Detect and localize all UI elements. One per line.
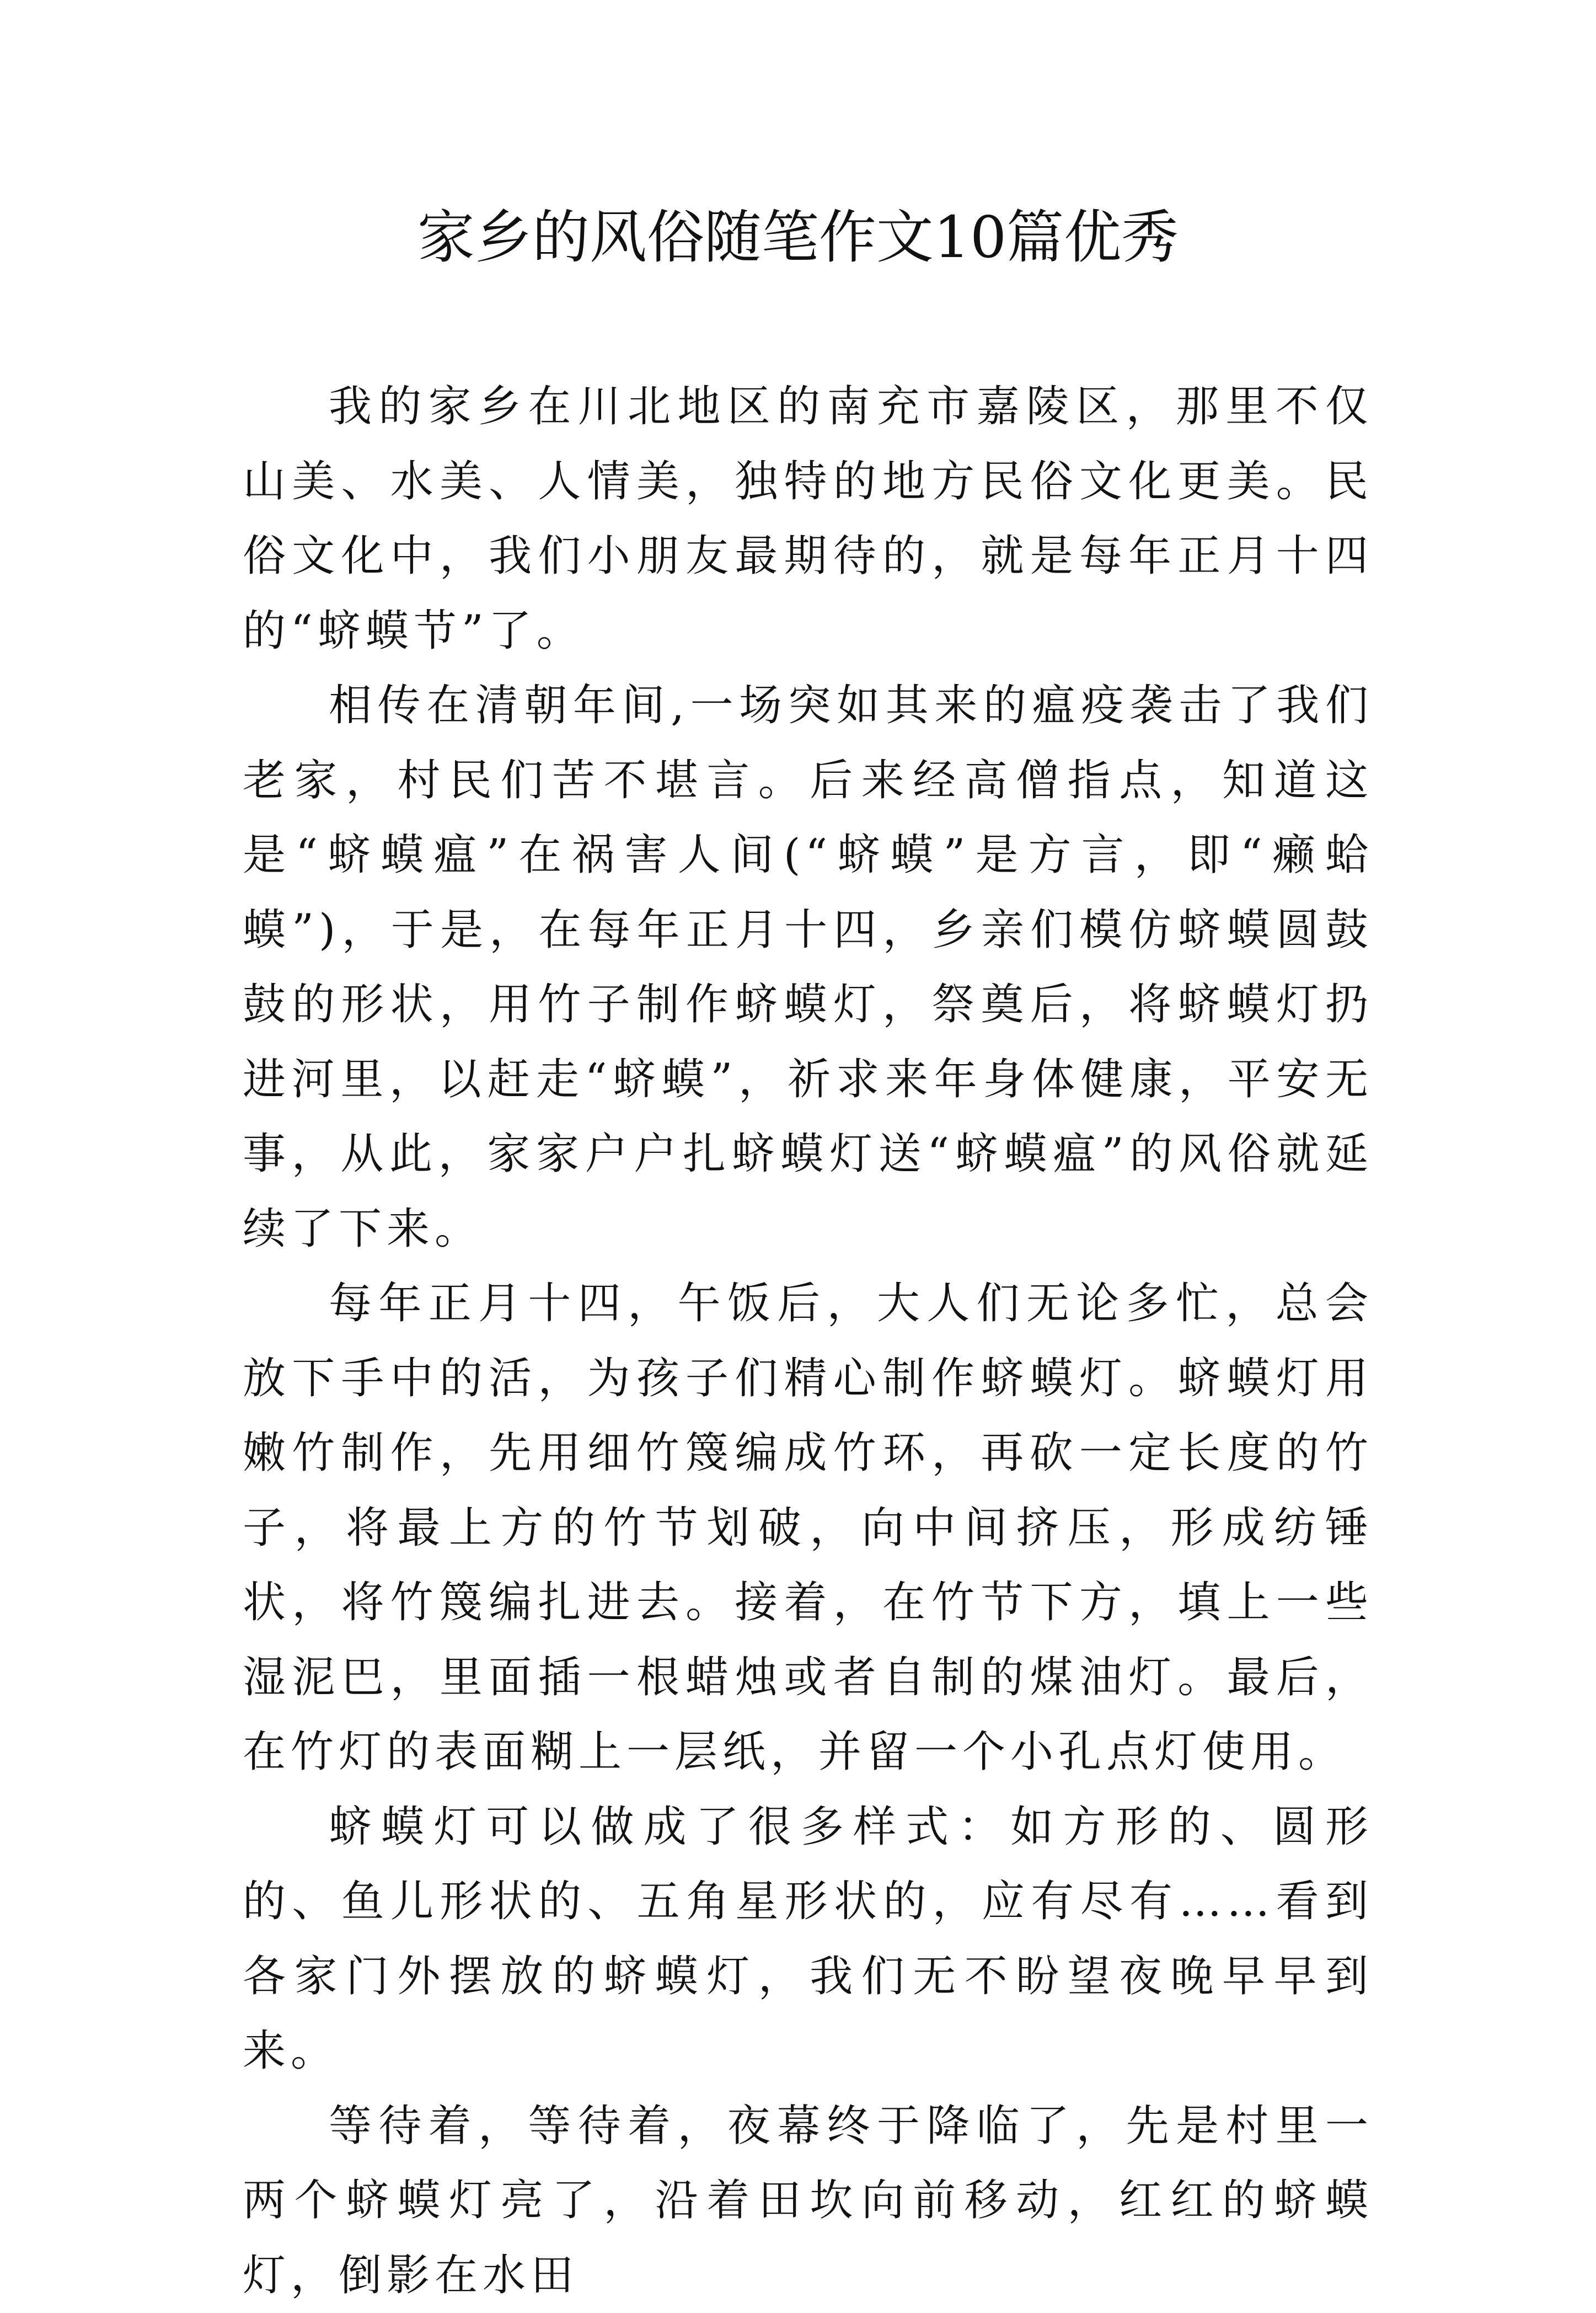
paragraph-4: 蛴蟆灯可以做成了很多样式：如方形的、圆形的、鱼儿形状的、五角星形状的，应有尽有……看到各家门外摆放的蛴蟆灯，我们无不盼望夜晚早早到来。: [243, 1790, 1373, 2089]
paragraph-5: 等待着，等待着，夜幕终于降临了，先是村里一两个蛴蟆灯亮了，沿着田坎向前移动，红红的蛴蟆灯，倒影在水田: [243, 2089, 1373, 2313]
paragraph-1: 我的家乡在川北地区的南充市嘉陵区，那里不仅山美、水美、人情美，独特的地方民俗文化更美。民俗文化中，我们小朋友最期待的，就是每年正月十四的“蛴蟆节”了。: [243, 370, 1373, 669]
document-body: [243, 370, 1373, 2313]
document-title: 家乡的风俗随笔作文10篇优秀: [0, 199, 1596, 276]
paragraph-3: 每年正月十四，午饭后，大人们无论多忙，总会放下手中的活，为孩子们精心制作蛴蟆灯。蛴蟆灯用嫩竹制作，先用细竹篾编成竹环，再砍一定长度的竹子，将最上方的竹节划破，向中间挤压，形成纺锤状，将竹篾编扎进去。接着，在竹节下方，填上一些湿泥巴，里面插一根蜡烛或者自制的煤油灯。最后，在竹灯的表面糊上一层纸，并留一个小孔点灯使用。: [243, 1267, 1373, 1790]
paragraph-2: 相传在清朝年间,一场突如其来的瘟疫袭击了我们老家，村民们苦不堪言。后来经高僧指点，知道这是“蛴蟆瘟”在祸害人间(“蛴蟆”是方言，即“癞蛤蟆”)，于是，在每年正月十四，乡亲们模仿蛴蟆圆鼓鼓的形状，用竹子制作蛴蟆灯，祭奠后，将蛴蟆灯扔进河里，以赶走“蛴蟆”，祈求来年身体健康，平安无事，从此，家家户户扎蛴蟆灯送“蛴蟆瘟”的风俗就延续了下来。: [243, 669, 1373, 1267]
